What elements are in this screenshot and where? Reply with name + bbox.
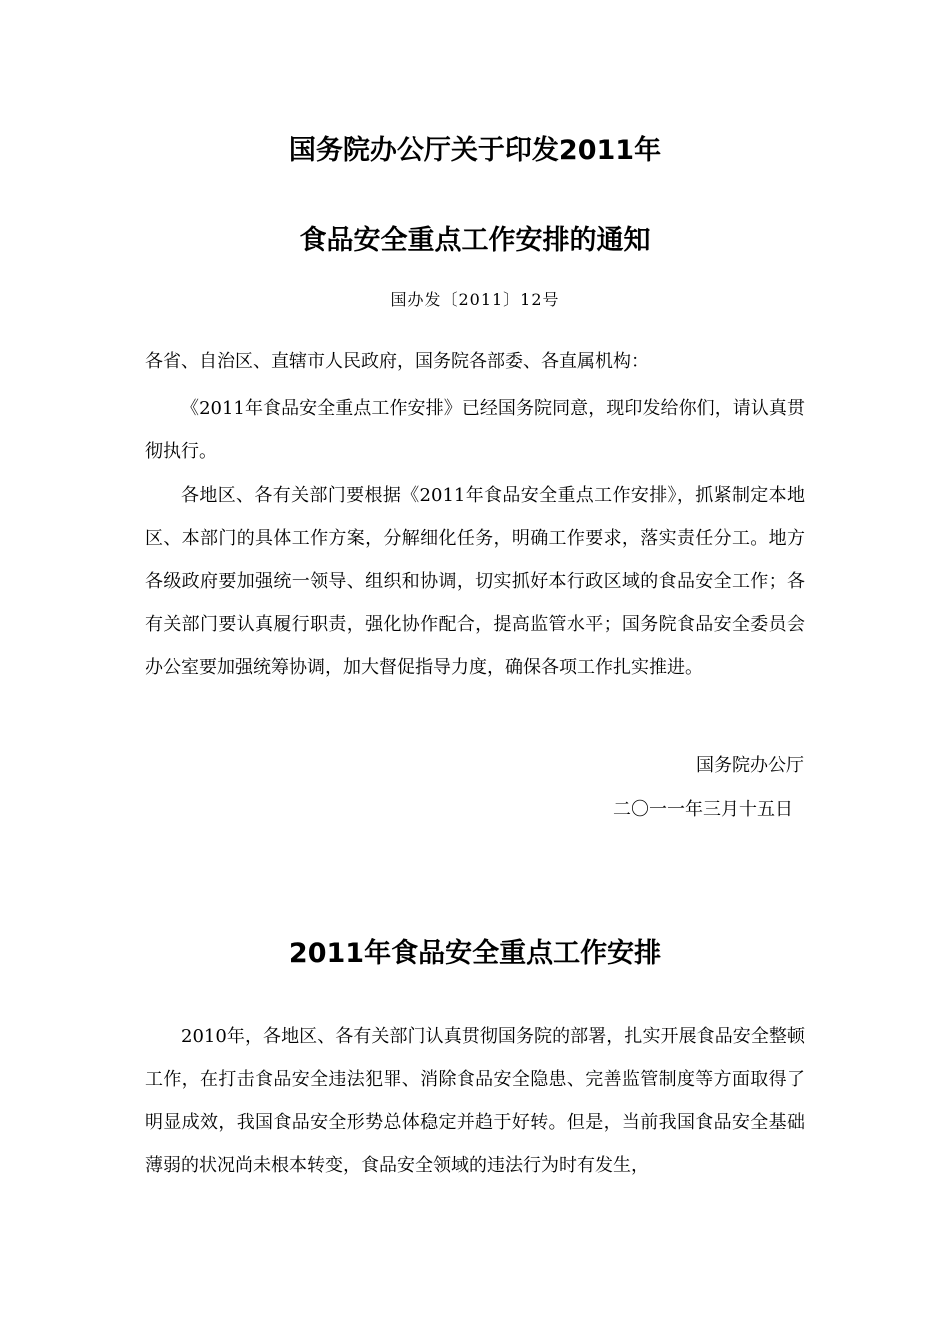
- notice-paragraph-1: 《2011年食品安全重点工作安排》已经国务院同意，现印发给你们，请认真贯彻执行。: [145, 398, 805, 462]
- notice-title-line2: 食品安全重点工作安排的通知: [299, 225, 651, 256]
- salutation: 各省、自治区、直辖市人民政府，国务院各部委、各直属机构：: [145, 351, 649, 372]
- notice-paragraph-2: 各地区、各有关部门要根据《2011年食品安全重点工作安排》，抓紧制定本地区、本部门的具体工作方案，分解细化任务，明确工作要求，落实责任分工。地方各级政府要加强统一领导、组织和协调，切实抓好本行政区域的食品安全工作；各有关部门要认真履行职责，强化协作配合，提高监管水平；国务院食品安全委员会办公室要加强统筹协调，加大督促指导力度，确保各项工作扎实推进。: [145, 485, 805, 678]
- issue-date: 二〇一一年三月十五日: [613, 799, 793, 820]
- arrangement-title: 2011年食品安全重点工作安排: [288, 938, 662, 969]
- issuer: 国务院办公厅: [696, 755, 804, 776]
- notice-title-line1: 国务院办公厅关于印发2011年: [288, 135, 662, 166]
- document-number: 国办发〔2011〕12号: [390, 290, 560, 309]
- arrangement-paragraph-1: 2010年，各地区、各有关部门认真贯彻国务院的部署，扎实开展食品安全整顿工作，在打击食品安全违法犯罪、消除食品安全隐患、完善监管制度等方面取得了明显成效，我国食品安全形势总体稳定并趋于好转。但是，当前我国食品安全基础薄弱的状况尚未根本转变，食品安全领域的违法行为时有发生，: [145, 1026, 805, 1176]
